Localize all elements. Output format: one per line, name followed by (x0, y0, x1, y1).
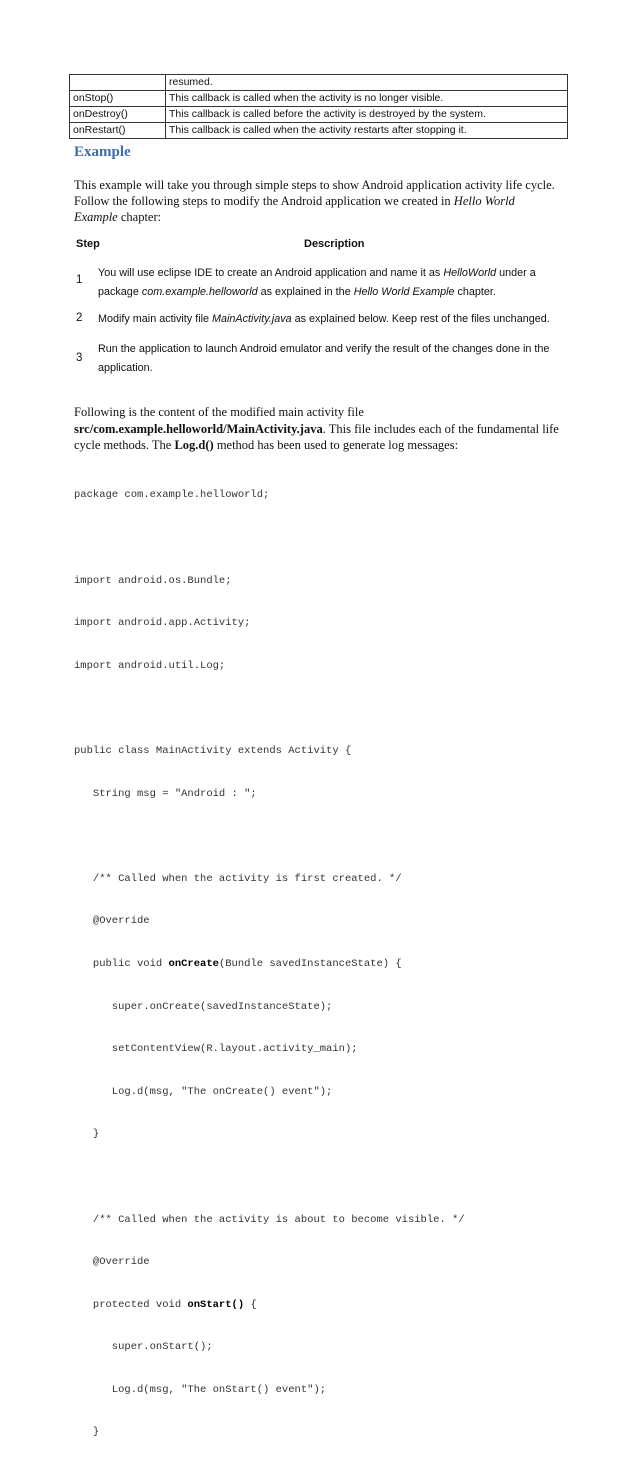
code-blank-line (74, 829, 465, 843)
code-line: /** Called when the activity is about to become visible. */ (74, 1213, 465, 1226)
code-block (74, 460, 465, 1468)
table-cell: resumed. (166, 75, 568, 91)
step-description: You will use eclipse IDE to create an Android application and name it as HelloWorld under a package com.example.helloworld as explained in the Hello World Example chapter. (98, 267, 536, 298)
code-line: @Override (74, 915, 150, 928)
table-cell (70, 75, 166, 91)
table-row (70, 75, 568, 91)
steps-header-description: Description (304, 238, 365, 250)
table-cell: This callback is called when the activity is no longer visible. (166, 91, 568, 107)
table-cell: onRestart() (70, 123, 166, 139)
code-line: String msg = "Android : "; (74, 787, 257, 800)
table-row (70, 91, 568, 107)
code-blank-line (74, 1170, 465, 1184)
table-cell: This callback is called before the activity is destroyed by the system. (166, 107, 568, 123)
step-number: 2 (76, 312, 83, 324)
code-line: public void onCreate(Bundle savedInstanceState) { (74, 957, 402, 970)
table-row (70, 107, 568, 123)
step-description: Modify main activity file MainActivity.java as explained below. Keep rest of the files unchanged. (98, 313, 550, 325)
section-heading: Example (74, 144, 131, 160)
intro-line: This example will take you through simple steps to show Android application activity life cycle. (74, 178, 555, 192)
code-line: } (74, 1426, 100, 1439)
code-line: setContentView(R.layout.activity_main); (74, 1043, 358, 1056)
table-cell: onStop() (70, 91, 166, 107)
code-line: import android.util.Log; (74, 659, 226, 672)
intro-paragraph (74, 177, 564, 225)
step-description: Run the application to launch Android emulator and verify the result of the changes done in the application. (98, 343, 550, 374)
intro-line: Example chapter: (74, 210, 162, 224)
code-line: super.onStart(); (74, 1341, 213, 1354)
callbacks-table (69, 74, 568, 139)
code-line: package com.example.helloworld; (74, 489, 270, 502)
table-row (70, 123, 568, 139)
code-line: super.onCreate(savedInstanceState); (74, 1000, 333, 1013)
step-number: 1 (76, 274, 83, 286)
following-paragraph: Following is the content of the modified main activity file src/com.example.helloworld/MainActivity.java. This file includes each of the fundamental life cycle methods. The Log.d() method has been used to generate log messages: (74, 405, 559, 452)
code-line: } (74, 1128, 100, 1141)
intro-line: Follow the following steps to modify the Android application we created in Hello World (74, 194, 515, 208)
table-cell: This callback is called when the activity restarts after stopping it. (166, 123, 568, 139)
code-line: import android.app.Activity; (74, 617, 251, 630)
code-line: Log.d(msg, "The onStart() event"); (74, 1383, 327, 1396)
code-line: import android.os.Bundle; (74, 574, 232, 587)
code-line: Log.d(msg, "The onCreate() event"); (74, 1085, 333, 1098)
code-blank-line (74, 531, 465, 545)
code-line: protected void onStart() { (74, 1298, 257, 1311)
code-blank-line (74, 701, 465, 715)
code-line: public class MainActivity extends Activity { (74, 744, 352, 757)
steps-header-step: Step (76, 238, 100, 250)
table-cell: onDestroy() (70, 107, 166, 123)
step-number: 3 (76, 352, 83, 364)
code-line: @Override (74, 1256, 150, 1269)
code-line: /** Called when the activity is first created. */ (74, 872, 402, 885)
